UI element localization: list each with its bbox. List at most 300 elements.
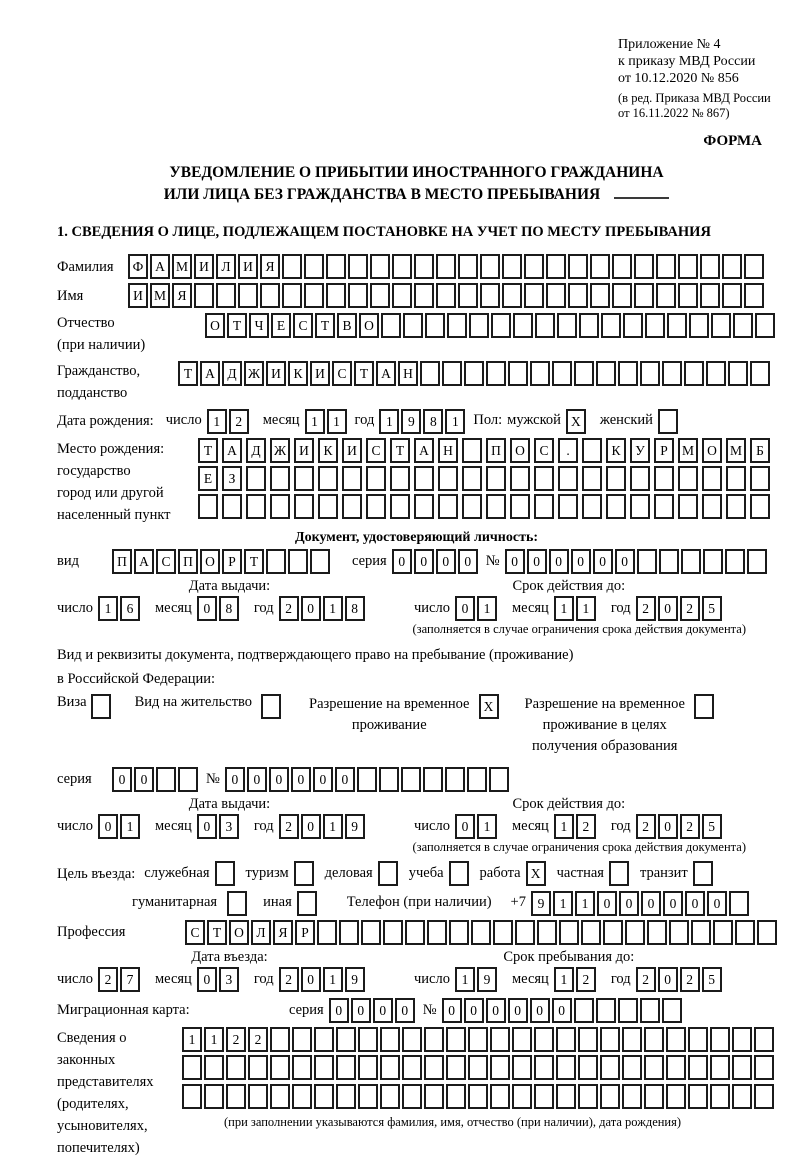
form-cell[interactable]	[390, 494, 410, 519]
form-cell[interactable]	[534, 466, 554, 491]
form-cell[interactable]	[582, 494, 602, 519]
form-cell[interactable]: 0	[329, 998, 349, 1023]
form-cell[interactable]: 0	[597, 891, 617, 916]
form-cell[interactable]	[336, 1055, 356, 1080]
form-cell[interactable]	[502, 283, 522, 308]
form-cell[interactable]	[558, 466, 578, 491]
form-cell[interactable]: 1	[477, 814, 497, 839]
form-cell[interactable]: 8	[423, 409, 443, 434]
form-cell[interactable]: 5	[702, 596, 722, 621]
form-cell[interactable]: 0	[414, 549, 434, 574]
form-cell[interactable]	[556, 1027, 576, 1052]
form-cell[interactable]	[462, 494, 482, 519]
form-cell[interactable]	[370, 283, 390, 308]
form-cell[interactable]	[754, 1084, 774, 1109]
form-cell[interactable]	[590, 254, 610, 279]
form-cell[interactable]: 1	[323, 814, 343, 839]
form-cell[interactable]	[178, 767, 198, 792]
form-cell[interactable]	[366, 494, 386, 519]
form-cell[interactable]	[401, 767, 421, 792]
form-cell[interactable]: П	[112, 549, 132, 574]
purpose-business-cell[interactable]	[378, 861, 398, 886]
form-cell[interactable]	[700, 254, 720, 279]
form-cell[interactable]: 2	[98, 967, 118, 992]
form-cell[interactable]	[710, 1084, 730, 1109]
form-cell[interactable]	[304, 283, 324, 308]
form-cell[interactable]	[678, 466, 698, 491]
visa-checkbox-cell[interactable]	[91, 694, 111, 719]
form-cell[interactable]: Ф	[128, 254, 148, 279]
form-cell[interactable]	[292, 1055, 312, 1080]
form-cell[interactable]: О	[200, 549, 220, 574]
form-cell[interactable]: 0	[663, 891, 683, 916]
form-cell[interactable]	[578, 1084, 598, 1109]
form-cell[interactable]	[318, 466, 338, 491]
form-cell[interactable]	[546, 283, 566, 308]
form-cell[interactable]: 2	[576, 967, 596, 992]
form-cell[interactable]: 0	[458, 549, 478, 574]
form-cell[interactable]: 0	[112, 767, 132, 792]
form-cell[interactable]	[414, 283, 434, 308]
form-cell[interactable]: 3	[219, 967, 239, 992]
form-cell[interactable]	[667, 313, 687, 338]
form-cell[interactable]	[458, 283, 478, 308]
form-cell[interactable]: Т	[315, 313, 335, 338]
form-cell[interactable]: О	[205, 313, 225, 338]
form-cell[interactable]	[402, 1027, 422, 1052]
form-cell[interactable]	[248, 1055, 268, 1080]
form-cell[interactable]	[656, 254, 676, 279]
form-cell[interactable]	[467, 767, 487, 792]
form-cell[interactable]	[204, 1084, 224, 1109]
form-cell[interactable]	[732, 1084, 752, 1109]
form-cell[interactable]: 5	[702, 967, 722, 992]
form-cell[interactable]	[688, 1055, 708, 1080]
form-cell[interactable]	[512, 1084, 532, 1109]
form-cell[interactable]	[537, 920, 557, 945]
form-cell[interactable]	[755, 313, 775, 338]
form-cell[interactable]	[282, 283, 302, 308]
form-cell[interactable]	[644, 1027, 664, 1052]
form-cell[interactable]	[270, 466, 290, 491]
form-cell[interactable]	[445, 767, 465, 792]
form-cell[interactable]	[282, 254, 302, 279]
form-cell[interactable]	[216, 283, 236, 308]
form-cell[interactable]	[194, 283, 214, 308]
form-cell[interactable]	[198, 494, 218, 519]
form-cell[interactable]: 0	[549, 549, 569, 574]
form-cell[interactable]: Л	[251, 920, 271, 945]
form-cell[interactable]	[314, 1084, 334, 1109]
form-cell[interactable]	[600, 1027, 620, 1052]
form-cell[interactable]	[490, 1084, 510, 1109]
form-cell[interactable]: Я	[260, 254, 280, 279]
form-cell[interactable]	[508, 361, 528, 386]
form-cell[interactable]	[713, 920, 733, 945]
form-cell[interactable]	[414, 466, 434, 491]
form-cell[interactable]: Н	[438, 438, 458, 463]
form-cell[interactable]	[442, 361, 462, 386]
form-cell[interactable]: 0	[615, 549, 635, 574]
form-cell[interactable]	[622, 1084, 642, 1109]
form-cell[interactable]	[625, 920, 645, 945]
form-cell[interactable]	[402, 1084, 422, 1109]
form-cell[interactable]	[669, 920, 689, 945]
form-cell[interactable]: 1	[455, 967, 475, 992]
form-cell[interactable]: 0	[552, 998, 572, 1023]
form-cell[interactable]	[336, 1084, 356, 1109]
form-cell[interactable]	[326, 254, 346, 279]
form-cell[interactable]: 1	[575, 891, 595, 916]
form-cell[interactable]: Л	[216, 254, 236, 279]
form-cell[interactable]: 2	[576, 814, 596, 839]
form-cell[interactable]	[348, 254, 368, 279]
form-cell[interactable]	[458, 254, 478, 279]
form-cell[interactable]	[732, 1027, 752, 1052]
form-cell[interactable]	[358, 1027, 378, 1052]
form-cell[interactable]	[582, 466, 602, 491]
form-cell[interactable]	[596, 998, 616, 1023]
form-cell[interactable]	[750, 494, 770, 519]
form-cell[interactable]: 0	[197, 967, 217, 992]
form-cell[interactable]: 0	[197, 596, 217, 621]
form-cell[interactable]	[725, 549, 745, 574]
form-cell[interactable]	[402, 1055, 422, 1080]
form-cell[interactable]: 2	[680, 596, 700, 621]
form-cell[interactable]	[618, 998, 638, 1023]
form-cell[interactable]: И	[342, 438, 362, 463]
form-cell[interactable]	[600, 1084, 620, 1109]
form-cell[interactable]	[204, 1055, 224, 1080]
form-cell[interactable]	[361, 920, 381, 945]
form-cell[interactable]	[424, 1027, 444, 1052]
form-cell[interactable]: 2	[226, 1027, 246, 1052]
form-cell[interactable]	[292, 1027, 312, 1052]
form-cell[interactable]: С	[156, 549, 176, 574]
form-cell[interactable]	[556, 1084, 576, 1109]
form-cell[interactable]	[424, 1055, 444, 1080]
form-cell[interactable]	[702, 466, 722, 491]
form-cell[interactable]	[644, 1055, 664, 1080]
form-cell[interactable]: С	[332, 361, 352, 386]
form-cell[interactable]	[462, 466, 482, 491]
form-cell[interactable]	[423, 767, 443, 792]
form-cell[interactable]	[726, 466, 746, 491]
form-cell[interactable]	[270, 494, 290, 519]
form-cell[interactable]	[447, 313, 467, 338]
form-cell[interactable]	[358, 1084, 378, 1109]
form-cell[interactable]: М	[150, 283, 170, 308]
form-cell[interactable]	[733, 313, 753, 338]
form-cell[interactable]: 0	[301, 967, 321, 992]
form-cell[interactable]	[510, 466, 530, 491]
purpose-tourism-cell[interactable]	[294, 861, 314, 886]
form-cell[interactable]: 0	[301, 814, 321, 839]
form-cell[interactable]: М	[172, 254, 192, 279]
form-cell[interactable]: К	[288, 361, 308, 386]
form-cell[interactable]	[380, 1084, 400, 1109]
form-cell[interactable]	[601, 313, 621, 338]
form-cell[interactable]: Д	[246, 438, 266, 463]
form-cell[interactable]	[559, 920, 579, 945]
form-cell[interactable]: 1	[98, 596, 118, 621]
form-cell[interactable]: Е	[271, 313, 291, 338]
form-cell[interactable]: 0	[455, 596, 475, 621]
form-cell[interactable]	[726, 494, 746, 519]
residence-permit-checkbox-cell[interactable]	[261, 694, 281, 719]
form-cell[interactable]: Т	[390, 438, 410, 463]
form-cell[interactable]	[634, 254, 654, 279]
form-cell[interactable]	[534, 494, 554, 519]
form-cell[interactable]	[380, 1055, 400, 1080]
form-cell[interactable]	[534, 1084, 554, 1109]
form-cell[interactable]	[574, 361, 594, 386]
form-cell[interactable]: П	[178, 549, 198, 574]
temp-residence-permit-checkbox-cell[interactable]: X	[479, 694, 499, 719]
male-checkbox-cell[interactable]: X	[566, 409, 586, 434]
form-cell[interactable]: Т	[198, 438, 218, 463]
form-cell[interactable]: 1	[576, 596, 596, 621]
form-cell[interactable]: 1	[323, 596, 343, 621]
form-cell[interactable]: 1	[327, 409, 347, 434]
form-cell[interactable]: И	[238, 254, 258, 279]
form-cell[interactable]: М	[726, 438, 746, 463]
form-cell[interactable]: К	[318, 438, 338, 463]
purpose-other-cell[interactable]	[297, 891, 317, 916]
form-cell[interactable]: 1	[120, 814, 140, 839]
form-cell[interactable]	[630, 494, 650, 519]
form-cell[interactable]: 1	[477, 596, 497, 621]
form-cell[interactable]	[702, 494, 722, 519]
form-cell[interactable]	[678, 283, 698, 308]
purpose-official-cell[interactable]	[215, 861, 235, 886]
form-cell[interactable]	[512, 1055, 532, 1080]
form-cell[interactable]	[535, 313, 555, 338]
form-cell[interactable]	[392, 283, 412, 308]
form-cell[interactable]	[405, 920, 425, 945]
form-cell[interactable]	[729, 891, 749, 916]
form-cell[interactable]	[662, 361, 682, 386]
form-cell[interactable]: М	[678, 438, 698, 463]
form-cell[interactable]: Р	[295, 920, 315, 945]
form-cell[interactable]	[342, 494, 362, 519]
form-cell[interactable]	[750, 361, 770, 386]
form-cell[interactable]: 0	[225, 767, 245, 792]
form-cell[interactable]: С	[185, 920, 205, 945]
form-cell[interactable]	[156, 767, 176, 792]
form-cell[interactable]	[666, 1084, 686, 1109]
form-cell[interactable]	[304, 254, 324, 279]
form-cell[interactable]	[710, 1055, 730, 1080]
form-cell[interactable]	[732, 1055, 752, 1080]
form-cell[interactable]	[634, 283, 654, 308]
form-cell[interactable]: А	[134, 549, 154, 574]
form-cell[interactable]	[640, 998, 660, 1023]
form-cell[interactable]	[606, 494, 626, 519]
purpose-study-cell[interactable]	[449, 861, 469, 886]
form-cell[interactable]	[600, 1055, 620, 1080]
form-cell[interactable]: 0	[335, 767, 355, 792]
form-cell[interactable]	[222, 494, 242, 519]
form-cell[interactable]: С	[366, 438, 386, 463]
form-cell[interactable]: И	[310, 361, 330, 386]
form-cell[interactable]	[530, 361, 550, 386]
form-cell[interactable]	[524, 283, 544, 308]
form-cell[interactable]: 0	[527, 549, 547, 574]
form-cell[interactable]	[294, 494, 314, 519]
form-cell[interactable]	[403, 313, 423, 338]
form-cell[interactable]: Т	[178, 361, 198, 386]
form-cell[interactable]: 1	[554, 814, 574, 839]
form-cell[interactable]: П	[486, 438, 506, 463]
form-cell[interactable]: Е	[198, 466, 218, 491]
form-cell[interactable]	[381, 313, 401, 338]
form-cell[interactable]: 1	[554, 596, 574, 621]
form-cell[interactable]	[288, 549, 308, 574]
form-cell[interactable]	[750, 466, 770, 491]
form-cell[interactable]: Ч	[249, 313, 269, 338]
form-cell[interactable]	[710, 1027, 730, 1052]
form-cell[interactable]: О	[702, 438, 722, 463]
form-cell[interactable]: 9	[531, 891, 551, 916]
form-cell[interactable]: Я	[172, 283, 192, 308]
form-cell[interactable]	[314, 1055, 334, 1080]
form-cell[interactable]	[590, 283, 610, 308]
form-cell[interactable]: К	[606, 438, 626, 463]
form-cell[interactable]: 2	[229, 409, 249, 434]
form-cell[interactable]	[471, 920, 491, 945]
form-cell[interactable]: 2	[279, 967, 299, 992]
form-cell[interactable]: 2	[279, 814, 299, 839]
form-cell[interactable]: 0	[486, 998, 506, 1023]
form-cell[interactable]	[491, 313, 511, 338]
form-cell[interactable]	[502, 254, 522, 279]
form-cell[interactable]	[691, 920, 711, 945]
form-cell[interactable]	[182, 1055, 202, 1080]
form-cell[interactable]	[678, 254, 698, 279]
form-cell[interactable]	[480, 283, 500, 308]
form-cell[interactable]	[700, 283, 720, 308]
edu-residence-permit-checkbox-cell[interactable]	[694, 694, 714, 719]
form-cell[interactable]	[348, 283, 368, 308]
form-cell[interactable]: 1	[554, 967, 574, 992]
form-cell[interactable]: 2	[680, 967, 700, 992]
form-cell[interactable]	[294, 466, 314, 491]
form-cell[interactable]	[513, 313, 533, 338]
purpose-transit-cell[interactable]	[693, 861, 713, 886]
form-cell[interactable]	[486, 466, 506, 491]
form-cell[interactable]	[238, 283, 258, 308]
form-cell[interactable]	[556, 1055, 576, 1080]
form-cell[interactable]	[390, 466, 410, 491]
form-cell[interactable]: Н	[398, 361, 418, 386]
form-cell[interactable]	[493, 920, 513, 945]
form-cell[interactable]	[688, 1027, 708, 1052]
form-cell[interactable]	[623, 313, 643, 338]
form-cell[interactable]: А	[376, 361, 396, 386]
form-cell[interactable]	[689, 313, 709, 338]
form-cell[interactable]	[666, 1027, 686, 1052]
form-cell[interactable]: 5	[702, 814, 722, 839]
form-cell[interactable]	[248, 1084, 268, 1109]
form-cell[interactable]	[383, 920, 403, 945]
form-cell[interactable]: А	[150, 254, 170, 279]
form-cell[interactable]	[596, 361, 616, 386]
form-cell[interactable]	[182, 1084, 202, 1109]
form-cell[interactable]	[552, 361, 572, 386]
form-cell[interactable]: 0	[530, 998, 550, 1023]
form-cell[interactable]	[468, 1084, 488, 1109]
form-cell[interactable]: 0	[197, 814, 217, 839]
form-cell[interactable]: 0	[658, 814, 678, 839]
form-cell[interactable]	[446, 1027, 466, 1052]
form-cell[interactable]	[754, 1027, 774, 1052]
form-cell[interactable]	[757, 920, 777, 945]
form-cell[interactable]	[226, 1055, 246, 1080]
form-cell[interactable]	[568, 254, 588, 279]
form-cell[interactable]	[446, 1084, 466, 1109]
form-cell[interactable]	[438, 494, 458, 519]
form-cell[interactable]	[654, 494, 674, 519]
form-cell[interactable]: С	[293, 313, 313, 338]
form-cell[interactable]: Я	[273, 920, 293, 945]
form-cell[interactable]: 1	[182, 1027, 202, 1052]
form-cell[interactable]	[468, 1055, 488, 1080]
form-cell[interactable]	[366, 466, 386, 491]
form-cell[interactable]	[711, 313, 731, 338]
form-cell[interactable]	[612, 254, 632, 279]
form-cell[interactable]: Б	[750, 438, 770, 463]
form-cell[interactable]: 2	[248, 1027, 268, 1052]
form-cell[interactable]	[515, 920, 535, 945]
form-cell[interactable]	[706, 361, 726, 386]
form-cell[interactable]	[468, 1027, 488, 1052]
form-cell[interactable]	[226, 1084, 246, 1109]
form-cell[interactable]	[568, 283, 588, 308]
form-cell[interactable]: А	[414, 438, 434, 463]
form-cell[interactable]	[358, 1055, 378, 1080]
form-cell[interactable]: 8	[345, 596, 365, 621]
form-cell[interactable]	[339, 920, 359, 945]
form-cell[interactable]	[486, 494, 506, 519]
form-cell[interactable]: Т	[244, 549, 264, 574]
form-cell[interactable]	[512, 1027, 532, 1052]
form-cell[interactable]: 1	[379, 409, 399, 434]
form-cell[interactable]	[645, 313, 665, 338]
form-cell[interactable]: Р	[654, 438, 674, 463]
form-cell[interactable]: 0	[641, 891, 661, 916]
form-cell[interactable]: И	[266, 361, 286, 386]
form-cell[interactable]: 8	[219, 596, 239, 621]
form-cell[interactable]: 9	[401, 409, 421, 434]
form-cell[interactable]: О	[359, 313, 379, 338]
form-cell[interactable]: 0	[619, 891, 639, 916]
form-cell[interactable]: Ж	[244, 361, 264, 386]
form-cell[interactable]	[630, 466, 650, 491]
form-cell[interactable]: 0	[442, 998, 462, 1023]
form-cell[interactable]	[703, 549, 723, 574]
form-cell[interactable]	[744, 254, 764, 279]
form-cell[interactable]: 0	[593, 549, 613, 574]
form-cell[interactable]	[744, 283, 764, 308]
form-cell[interactable]	[357, 767, 377, 792]
form-cell[interactable]	[342, 466, 362, 491]
purpose-private-cell[interactable]	[609, 861, 629, 886]
form-cell[interactable]	[436, 283, 456, 308]
form-cell[interactable]	[728, 361, 748, 386]
form-cell[interactable]	[270, 1084, 290, 1109]
form-cell[interactable]	[654, 466, 674, 491]
